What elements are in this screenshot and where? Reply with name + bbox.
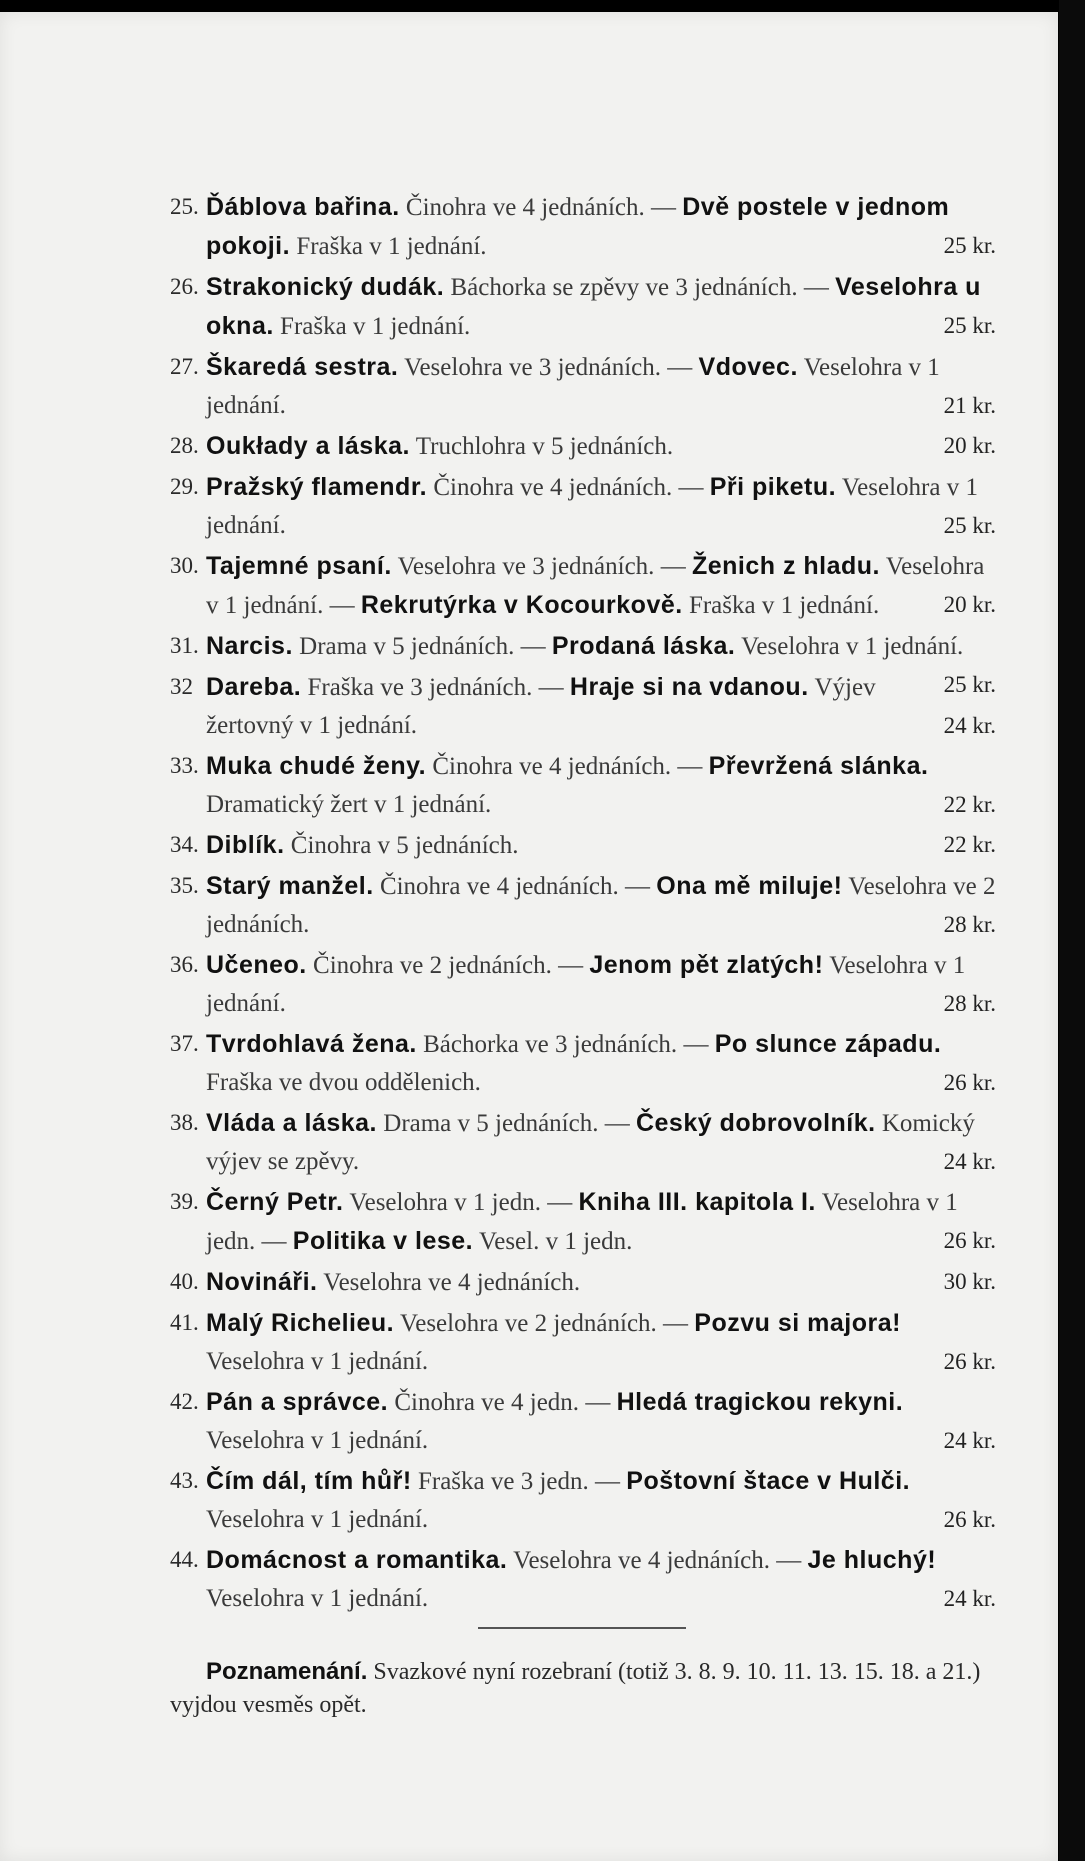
play-description: Veselohra ve 3 jednáních. [404, 354, 662, 381]
dash-separator: — [579, 1389, 617, 1416]
play-description: Činohra v 5 jednáních. [290, 832, 519, 859]
play-description: Veselohra ve 4 jednáních. [323, 1269, 581, 1296]
play-description: Veselohra ve 3 jednáních. [397, 553, 655, 580]
catalog-entry [170, 1263, 996, 1302]
catalog-entry [170, 946, 996, 1023]
play-description: Veselohra v 1 jednání. [206, 1506, 429, 1533]
catalog-entry [170, 547, 996, 625]
entry-price: 26 kr. [943, 1349, 996, 1374]
entry-price: 20 kr. [943, 592, 996, 617]
catalog-entry [170, 826, 996, 865]
play-title: Politika v lese. [292, 1227, 474, 1255]
entry-number: 37. [170, 1031, 199, 1056]
entry-number: 38. [170, 1110, 199, 1135]
play-description: Činohra ve 2 jednáních. [313, 952, 552, 979]
dash-separator: — [514, 633, 552, 660]
play-description: Veselohra v 1 jedn. [206, 1189, 958, 1255]
entry-number: 25. [170, 194, 199, 219]
entry-number: 34. [170, 832, 199, 857]
dash-separator: — [672, 474, 710, 501]
play-description: Činohra ve 4 jednáních. [405, 194, 645, 221]
entry-number: 32 [170, 674, 193, 699]
footnote-label: Poznamenání. [206, 1658, 368, 1685]
play-description: Veselohra ve 2 jednáních. [399, 1310, 657, 1337]
play-description: Dramatický žert v 1 jednání. [206, 791, 492, 818]
dash-separator: — [770, 1547, 808, 1574]
catalog-entry [170, 1183, 996, 1261]
entry-number: 39. [170, 1189, 199, 1214]
play-description: Veselohra v 1 jednání. [206, 354, 940, 419]
play-description: Veselohra v 1 jednání. [206, 1348, 429, 1375]
entry-number: 29. [170, 474, 199, 499]
catalog-entry [170, 668, 996, 745]
play-title: Rekrutýrka v Kocourkově. [360, 591, 683, 619]
play-title: Oukłady a láska. [206, 432, 410, 460]
play-description: Veselohra v 1 jednání. [741, 633, 964, 660]
play-title: Kniha III. kapitola I. [578, 1188, 816, 1216]
entry-number: 40. [170, 1269, 199, 1294]
play-description: Činohra ve 4 jednáních. [379, 873, 619, 900]
play-description: Drama v 5 jednáních. [299, 633, 515, 660]
dash-separator: — [255, 1228, 293, 1255]
play-description: Vesel. v 1 jedn. [478, 1228, 633, 1255]
entry-number: 28. [170, 433, 199, 458]
play-title: Při piketu. [709, 473, 837, 501]
dash-separator: — [661, 354, 699, 381]
play-title: Ona mě miluje! [656, 872, 843, 900]
play-title: Pozvu si majora! [694, 1309, 901, 1337]
play-title: Poštovní štace v Hulči. [626, 1467, 911, 1495]
catalog-entry [170, 1383, 996, 1460]
play-title: Muka chudé ženy. [206, 752, 427, 780]
play-title: Převržená slánka. [708, 752, 929, 780]
play-title: Jenom pět zlatých! [589, 951, 824, 979]
play-description: Činohra ve 4 jednáních. [433, 474, 673, 501]
play-catalog [170, 188, 996, 1620]
entry-number: 36. [170, 952, 199, 977]
play-title: Pražský flamendr. [206, 473, 428, 501]
catalog-entry [170, 348, 996, 425]
entry-number: 42. [170, 1389, 199, 1414]
play-description: Truchlohra v 5 jednáních. [415, 433, 674, 460]
entry-number: 33. [170, 753, 199, 778]
dash-separator: — [618, 873, 657, 900]
play-title: Hledá tragickou rekyni. [616, 1388, 904, 1416]
play-title: Dareba. [206, 673, 302, 701]
play-title: Škaredá sestra. [206, 353, 399, 381]
play-title: Pán a správce. [206, 1388, 389, 1416]
catalog-entry [170, 468, 996, 545]
play-description: Veselohra v 1 jednání. [206, 553, 985, 619]
catalog-entry [170, 427, 996, 466]
footnote-text: Svazkové nyní rozebraní (totiž 3. 8. 9. 10. 11. 13. 15. 18. a 21.) vyjdou vesměs opět. [170, 1659, 981, 1718]
play-title: Tajemné psaní. [206, 552, 392, 580]
entry-number: 44. [170, 1547, 199, 1572]
catalog-entry [170, 1304, 996, 1381]
entry-price: 22 kr. [943, 792, 996, 817]
dash-separator: — [598, 1110, 636, 1137]
dash-separator: — [323, 592, 361, 619]
entry-number: 43. [170, 1468, 199, 1493]
dash-separator: — [656, 1310, 695, 1337]
catalog-entry [170, 268, 996, 346]
play-description: Veselohra v 1 jedn. [349, 1189, 541, 1216]
entry-price: 20 kr. [943, 433, 996, 458]
play-description: Výjev žertovný v 1 jednání. [206, 674, 876, 739]
play-title: Tvrdohlavá žena. [206, 1030, 417, 1058]
entry-price: 28 kr. [943, 991, 996, 1016]
play-description: Fraška ve dvou oddělenich. [206, 1069, 481, 1096]
page-edge-shadow [1059, 0, 1085, 1861]
play-title: Čím dál, tím hůř! [206, 1467, 412, 1495]
play-title: Strakonický dudák. [206, 273, 445, 301]
play-description: Fraška v 1 jednání. [296, 233, 487, 260]
entry-price: 26 kr. [943, 1228, 996, 1253]
entry-price: 21 kr. [943, 393, 996, 418]
play-title: Učeneo. [206, 951, 307, 979]
play-description: Fraška ve 3 jednáních. [307, 674, 533, 701]
dash-separator: — [671, 753, 709, 780]
play-title: Ženich z hladu. [691, 552, 881, 580]
entry-number: 31. [170, 633, 199, 658]
dash-separator: — [644, 194, 683, 221]
play-description: Fraška v 1 jednání. [280, 313, 471, 340]
play-title: Novináři. [206, 1268, 318, 1296]
dash-separator: — [797, 274, 836, 301]
play-title: Vláda a láska. [206, 1109, 378, 1137]
play-title: Dvě postele v jednom pokoji. [206, 193, 950, 260]
catalog-entry [170, 1541, 996, 1618]
entry-price: 24 kr. [943, 1428, 996, 1453]
play-title: Prodaná láska. [551, 632, 736, 660]
play-description: Činohra ve 4 jednáních. [432, 753, 672, 780]
play-description: Veselohra v 1 jednání. [206, 1427, 429, 1454]
catalog-entry [170, 188, 996, 266]
dash-separator: — [532, 674, 570, 701]
entry-price: 30 kr. [943, 1269, 996, 1294]
dash-separator: — [654, 553, 692, 580]
entry-price: 24 kr. [943, 1586, 996, 1611]
play-description: Veselohra ve 2 jednáních. [206, 873, 996, 938]
entry-price: 26 kr. [943, 1070, 996, 1095]
play-title: Diblík. [206, 831, 285, 859]
entry-price: 25 kr. [943, 233, 996, 258]
play-title: Český dobrovolník. [635, 1109, 876, 1137]
catalog-entry [170, 1462, 996, 1539]
play-title: Malý Richelieu. [206, 1309, 395, 1337]
play-description: Činohra ve 4 jedn. [394, 1389, 580, 1416]
entry-price: 22 kr. [943, 832, 996, 857]
catalog-entry [170, 747, 996, 824]
dash-separator: — [588, 1468, 627, 1495]
play-description: Veselohra v 1 jednání. [206, 952, 966, 1017]
play-description: Veselohra v 1 jednání. [206, 1585, 429, 1612]
dash-separator: — [540, 1189, 579, 1216]
play-description: Komický výjev se zpěvy. [206, 1110, 975, 1175]
play-title: Vdovec. [698, 353, 798, 381]
play-description: Drama v 5 jednáních. [383, 1110, 599, 1137]
play-title: Veselohra u okna. [206, 273, 981, 340]
play-title: Hraje si na vdanou. [569, 673, 809, 701]
entry-price: 24 kr. [943, 713, 996, 738]
play-title: Je hluchý! [807, 1546, 937, 1574]
play-title: Černý Petr. [206, 1188, 344, 1216]
play-title: Ďáblova bařina. [206, 193, 400, 221]
entry-number: 35. [170, 873, 199, 898]
separator-rule [478, 1627, 686, 1629]
play-description: Veselohra v 1 jednání. [206, 474, 978, 539]
entry-price: 25 kr. [943, 313, 996, 338]
entry-number: 26. [170, 274, 199, 299]
footnote [170, 1655, 1000, 1722]
entry-number: 30. [170, 553, 199, 578]
play-description: Veselohra ve 4 jednáních. [513, 1547, 771, 1574]
catalog-entry [170, 1025, 996, 1102]
play-title: Domácnost a romantika. [206, 1546, 508, 1574]
play-description: Fraška v 1 jednání. [688, 592, 880, 619]
entry-price: 24 kr. [943, 1149, 996, 1174]
document-page [0, 12, 1058, 1861]
entry-price: 28 kr. [943, 912, 996, 937]
dash-separator: — [551, 952, 590, 979]
entry-number: 27. [170, 354, 199, 379]
play-description: Fraška ve 3 jedn. [417, 1468, 589, 1495]
play-description: Báchorka se zpěvy ve 3 jednáních. [450, 274, 798, 301]
play-title: Narcis. [206, 632, 293, 660]
catalog-entry [170, 1104, 996, 1181]
play-title: Starý manžel. [206, 872, 374, 900]
entry-price: 26 kr. [943, 1507, 996, 1532]
play-title: Po slunce západu. [714, 1030, 942, 1058]
dash-separator: — [677, 1031, 715, 1058]
play-description: Báchorka ve 3 jednáních. [423, 1031, 678, 1058]
catalog-entry [170, 867, 996, 944]
entry-number: 41. [170, 1310, 199, 1335]
entry-price: 25 kr. [943, 672, 996, 697]
entry-price: 25 kr. [943, 513, 996, 538]
